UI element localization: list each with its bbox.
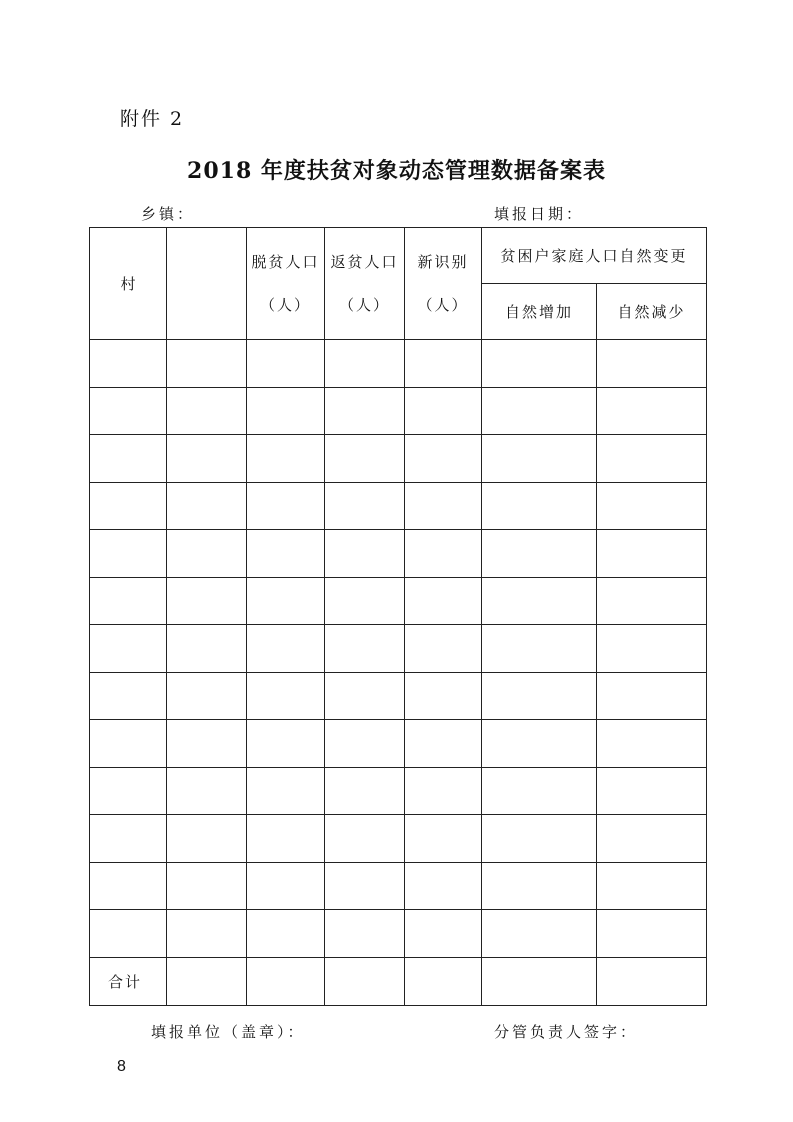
header-natural-increase: 自然增加 bbox=[482, 284, 597, 340]
table-row bbox=[90, 625, 707, 673]
header-village: 村 bbox=[90, 228, 167, 340]
table-row bbox=[90, 672, 707, 720]
table-cell[interactable] bbox=[247, 910, 325, 958]
annex-label: 附件 2 bbox=[120, 108, 185, 130]
table-cell[interactable] bbox=[247, 435, 325, 483]
table-cell[interactable] bbox=[325, 530, 405, 578]
total-cell[interactable] bbox=[325, 957, 405, 1005]
table-cell[interactable] bbox=[90, 387, 167, 435]
table-cell[interactable] bbox=[325, 672, 405, 720]
table-cell[interactable] bbox=[325, 862, 405, 910]
form-title: 2018 年度扶贫对象动态管理数据备案表 bbox=[187, 158, 606, 184]
table-cell[interactable] bbox=[325, 910, 405, 958]
header-new-label: 新识别 bbox=[417, 253, 469, 271]
table-cell[interactable] bbox=[597, 577, 707, 625]
table-cell[interactable] bbox=[482, 862, 597, 910]
table-cell[interactable] bbox=[90, 815, 167, 863]
header-return-label: 返贫人口 bbox=[330, 253, 399, 271]
total-cell[interactable] bbox=[482, 957, 597, 1005]
table-cell[interactable] bbox=[325, 720, 405, 768]
table-cell[interactable] bbox=[482, 577, 597, 625]
table-cell[interactable] bbox=[247, 720, 325, 768]
table-cell[interactable] bbox=[247, 672, 325, 720]
table-row bbox=[90, 720, 707, 768]
table-row bbox=[90, 767, 707, 815]
table-row bbox=[90, 482, 707, 530]
table-cell[interactable] bbox=[482, 672, 597, 720]
table-cell[interactable] bbox=[405, 387, 482, 435]
table-cell[interactable] bbox=[90, 577, 167, 625]
table-cell[interactable] bbox=[325, 387, 405, 435]
table-cell[interactable] bbox=[405, 530, 482, 578]
table-row bbox=[90, 387, 707, 435]
table-cell[interactable] bbox=[405, 672, 482, 720]
table-cell[interactable] bbox=[90, 720, 167, 768]
table-cell[interactable] bbox=[325, 625, 405, 673]
table-cell[interactable] bbox=[325, 340, 405, 388]
table-cell[interactable] bbox=[90, 625, 167, 673]
filling-unit-label: 填报单位（盖章）： bbox=[151, 1023, 306, 1041]
header-new-unit: （人） bbox=[417, 296, 469, 314]
table-cell[interactable] bbox=[167, 530, 247, 578]
table-cell[interactable] bbox=[247, 482, 325, 530]
table-row bbox=[90, 340, 707, 388]
table-cell[interactable] bbox=[597, 862, 707, 910]
table-cell[interactable] bbox=[405, 435, 482, 483]
total-cell[interactable] bbox=[405, 957, 482, 1005]
table-cell[interactable] bbox=[597, 625, 707, 673]
header-out-of-poverty bbox=[247, 228, 325, 340]
table-cell[interactable] bbox=[405, 577, 482, 625]
page-number: 8 bbox=[117, 1058, 126, 1075]
table-cell[interactable] bbox=[247, 862, 325, 910]
header-natural-decrease: 自然减少 bbox=[597, 284, 707, 340]
table-cell[interactable] bbox=[247, 625, 325, 673]
total-cell[interactable] bbox=[247, 957, 325, 1005]
table-cell[interactable] bbox=[247, 340, 325, 388]
header-newly-identified bbox=[405, 228, 482, 340]
table-cell[interactable] bbox=[167, 767, 247, 815]
table-cell[interactable] bbox=[167, 482, 247, 530]
table-cell[interactable] bbox=[597, 387, 707, 435]
table-cell[interactable] bbox=[597, 910, 707, 958]
total-row bbox=[90, 957, 707, 1005]
total-label: 合计 bbox=[90, 957, 167, 1005]
table-cell[interactable] bbox=[247, 530, 325, 578]
table-row bbox=[90, 815, 707, 863]
header-out-of-poverty-label: 脱贫人口 bbox=[251, 253, 320, 271]
table-cell[interactable] bbox=[597, 340, 707, 388]
table-row bbox=[90, 435, 707, 483]
table-row bbox=[90, 862, 707, 910]
table-cell[interactable] bbox=[597, 530, 707, 578]
table-cell[interactable] bbox=[90, 530, 167, 578]
table-cell[interactable] bbox=[247, 577, 325, 625]
table-cell[interactable] bbox=[597, 672, 707, 720]
table-cell[interactable] bbox=[405, 340, 482, 388]
total-cell[interactable] bbox=[167, 957, 247, 1005]
table-cell[interactable] bbox=[482, 815, 597, 863]
header-blank bbox=[167, 228, 247, 340]
table-cell[interactable] bbox=[597, 767, 707, 815]
table-row bbox=[90, 530, 707, 578]
table-cell[interactable] bbox=[167, 720, 247, 768]
table-cell[interactable] bbox=[90, 767, 167, 815]
table-cell[interactable] bbox=[325, 577, 405, 625]
header-natural-change: 贫困户家庭人口自然变更 bbox=[482, 228, 707, 284]
table-cell[interactable] bbox=[90, 862, 167, 910]
table-cell[interactable] bbox=[482, 340, 597, 388]
table-cell[interactable] bbox=[405, 862, 482, 910]
table-cell[interactable] bbox=[167, 815, 247, 863]
header-return-unit: （人） bbox=[338, 296, 390, 314]
table-cell[interactable] bbox=[325, 435, 405, 483]
table-cell[interactable] bbox=[247, 815, 325, 863]
table-cell[interactable] bbox=[325, 482, 405, 530]
table-cell[interactable] bbox=[167, 340, 247, 388]
table-cell[interactable] bbox=[482, 387, 597, 435]
table-cell[interactable] bbox=[167, 862, 247, 910]
table-cell[interactable] bbox=[482, 530, 597, 578]
record-table bbox=[89, 227, 707, 1006]
table-row bbox=[90, 577, 707, 625]
table-cell[interactable] bbox=[405, 815, 482, 863]
table-cell[interactable] bbox=[325, 815, 405, 863]
table-cell[interactable] bbox=[90, 482, 167, 530]
table-cell[interactable] bbox=[167, 910, 247, 958]
fill-date-label: 填报日期： bbox=[494, 205, 585, 223]
header-out-of-poverty-unit: （人） bbox=[259, 296, 311, 314]
table-cell[interactable] bbox=[482, 482, 597, 530]
table-cell[interactable] bbox=[247, 767, 325, 815]
table-cell[interactable] bbox=[405, 482, 482, 530]
table-cell[interactable] bbox=[167, 435, 247, 483]
table-cell[interactable] bbox=[405, 910, 482, 958]
table-cell[interactable] bbox=[90, 672, 167, 720]
table-cell[interactable] bbox=[167, 672, 247, 720]
table-cell[interactable] bbox=[597, 815, 707, 863]
table-cell[interactable] bbox=[167, 625, 247, 673]
table-cell[interactable] bbox=[405, 767, 482, 815]
signer-label: 分管负责人签字： bbox=[494, 1023, 639, 1041]
table-cell[interactable] bbox=[482, 767, 597, 815]
table-cell[interactable] bbox=[482, 720, 597, 768]
table-cell[interactable] bbox=[597, 482, 707, 530]
table-cell[interactable] bbox=[405, 720, 482, 768]
table-cell[interactable] bbox=[167, 577, 247, 625]
table-row bbox=[90, 910, 707, 958]
township-label: 乡镇： bbox=[141, 205, 196, 223]
table-cell[interactable] bbox=[90, 435, 167, 483]
table-cell[interactable] bbox=[482, 625, 597, 673]
table-cell[interactable] bbox=[482, 435, 597, 483]
table-cell[interactable] bbox=[167, 387, 247, 435]
table-cell[interactable] bbox=[405, 625, 482, 673]
table-cell[interactable] bbox=[597, 720, 707, 768]
table-cell[interactable] bbox=[597, 435, 707, 483]
table-cell[interactable] bbox=[325, 767, 405, 815]
table-cell[interactable] bbox=[482, 910, 597, 958]
table-cell[interactable] bbox=[90, 340, 167, 388]
header-return-to-poverty bbox=[325, 228, 405, 340]
table-cell[interactable] bbox=[247, 387, 325, 435]
total-cell[interactable] bbox=[597, 957, 707, 1005]
table-cell[interactable] bbox=[90, 910, 167, 958]
